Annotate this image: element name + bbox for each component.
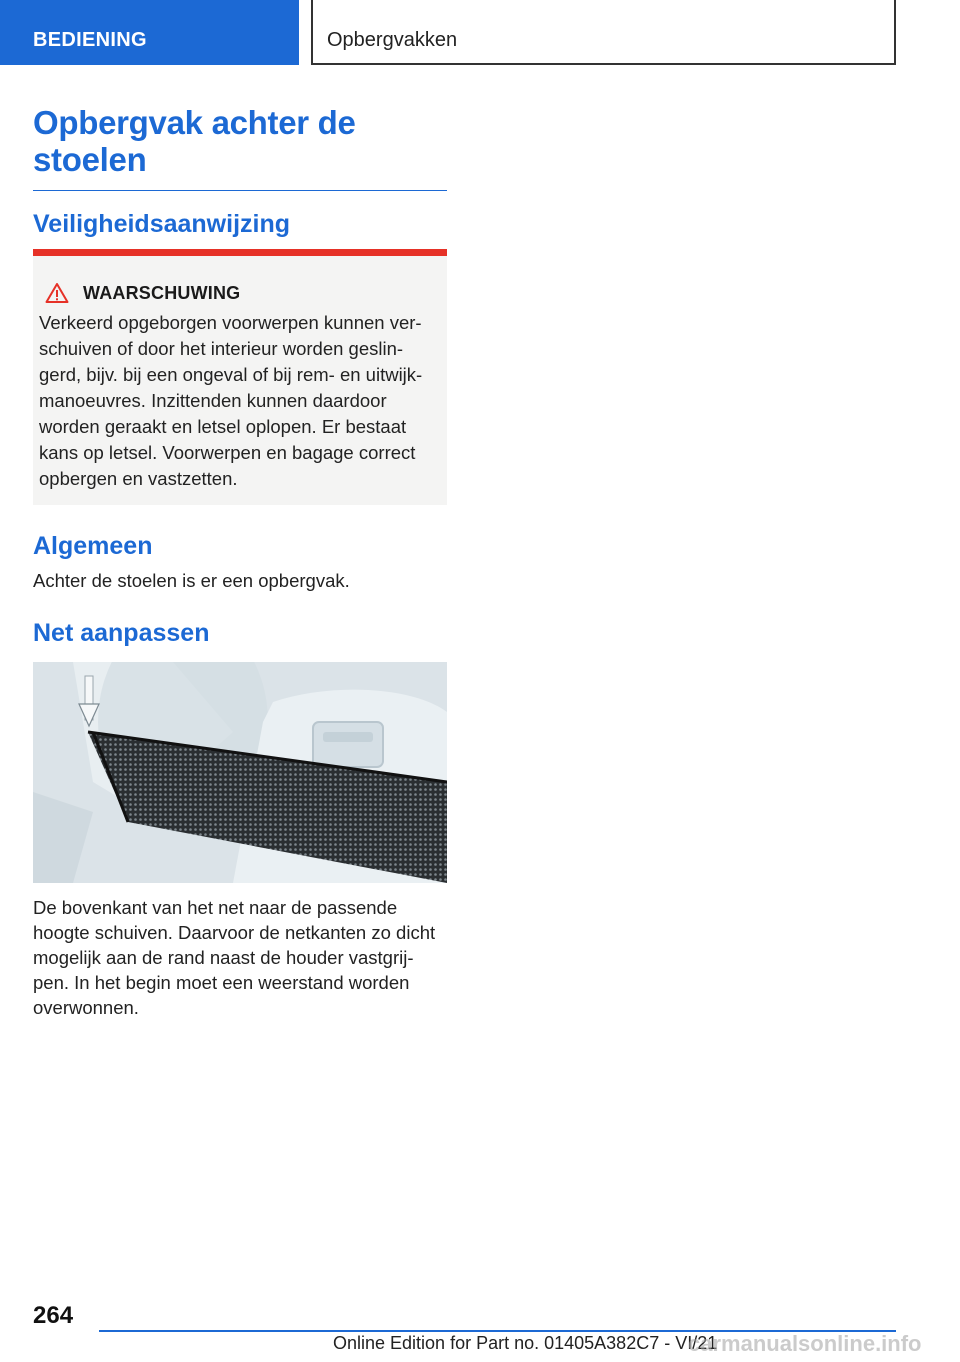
section-tab: [0, 0, 299, 65]
watermark: carmanualsonline.info: [688, 1331, 922, 1356]
footer-edition: Online Edition for Part no. 01405A382C7 - VI/21: [333, 1333, 718, 1353]
page-number: 264: [33, 1302, 74, 1329]
net-text: De bovenkant van het net naar de passende hoogte schuiven. Daarvoor de netkanten zo dicht mogelijk aan de rand naast de houder vastgrij-pen. In het begin moet een weerstand worden overwonnen.: [33, 897, 436, 1018]
warning-text: Verkeerd opgeborgen voorwerpen kunnen ver-schuiven of door het interieur worden geslin-gerd, bijv. bij een ongeval of bij rem- en uitwijk-manoeuvres. Inzittenden kunnen daardoor worden geraakt en letsel oplopen. Er bestaat kans op letsel. Voorwerpen en bagage correct opbergen en vastzetten.: [39, 312, 423, 489]
page-title: Opbergvak achter de stoelen: [33, 104, 447, 191]
safety-heading: Veiligheidsaanwijzing: [33, 210, 291, 238]
chapter-tab: [311, 0, 896, 65]
net-heading: Net aanpassen: [33, 619, 210, 647]
section-label: BEDIENING: [33, 29, 147, 51]
chapter-label: Opbergvakken: [327, 29, 458, 51]
warning-triangle-icon: [45, 282, 69, 304]
cargo-net-image: [33, 662, 447, 883]
warning-box: [33, 249, 447, 505]
warning-title: [39, 282, 435, 304]
net-illustration: [33, 662, 447, 883]
general-text: Achter de stoelen is er een opbergvak.: [33, 570, 350, 591]
general-heading: Algemeen: [33, 532, 153, 560]
warning-label: WAARSCHUWING: [83, 282, 241, 303]
